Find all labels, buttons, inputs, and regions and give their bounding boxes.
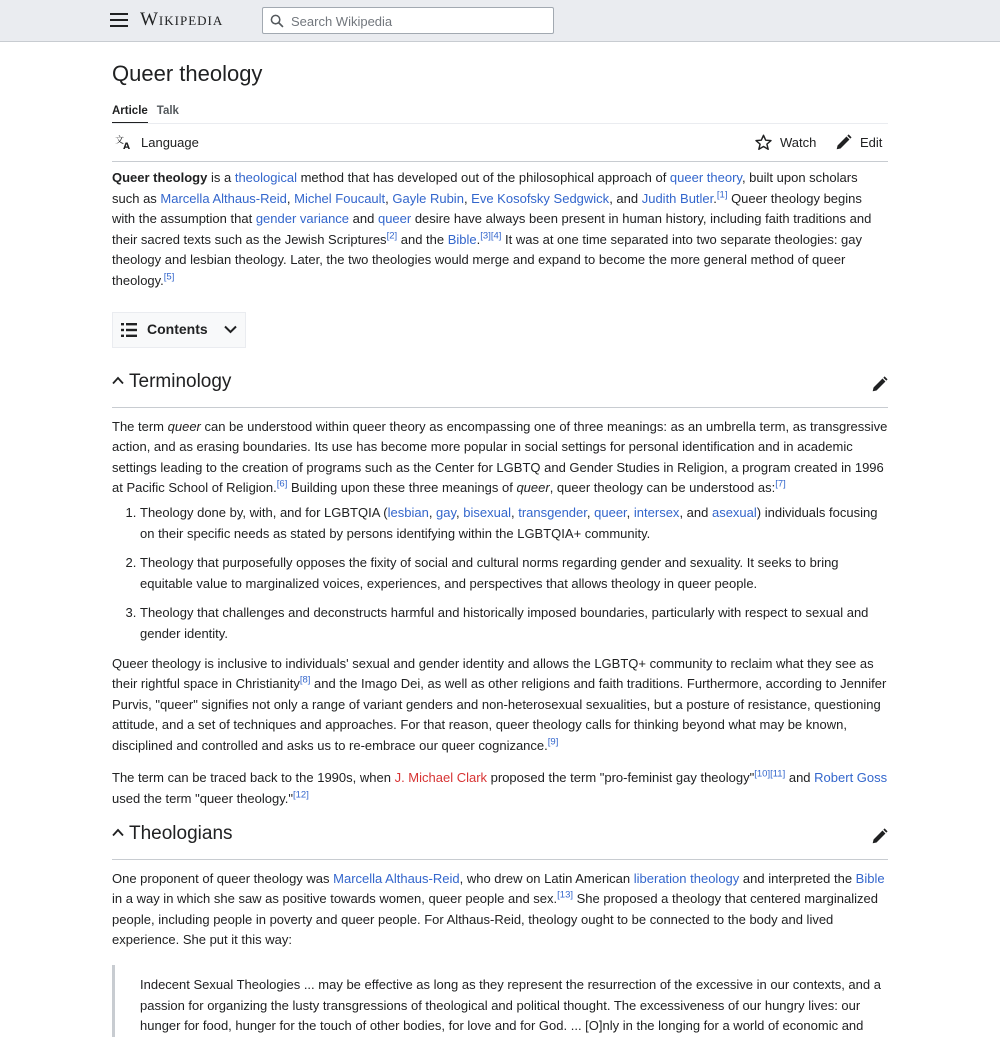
inline-link[interactable]: liberation theology (633, 870, 740, 886)
namespace-tabs (112, 101, 888, 123)
search-icon (270, 14, 284, 28)
inline-link[interactable]: lesbian (387, 504, 429, 520)
text-run: The term can be traced back to the 1990s, when (112, 770, 395, 786)
search-box[interactable] (262, 7, 554, 34)
citation-link[interactable]: [8] (299, 674, 311, 686)
text-run: and (785, 770, 815, 786)
text-run: Queer theology is inclusive to individuals' sexual and gender identity and allows the LGBTQ+ community to reclaim what they see as their rightful space in Christianity (112, 655, 874, 692)
inline-link[interactable]: Michel Foucault (294, 190, 386, 206)
language-label: Language (141, 134, 199, 150)
text-run: in a way in which she saw as positive towards women, queer people and sex. (112, 891, 558, 907)
pencil-icon[interactable] (871, 376, 888, 393)
terminology-paragraph-3 (112, 768, 888, 809)
inline-link[interactable]: Bible (447, 231, 477, 247)
text-run: The term (112, 418, 168, 434)
text-run: , built upon scholars such as (112, 170, 858, 206)
citation-link[interactable]: [1] (716, 189, 728, 201)
inline-link[interactable]: asexual (711, 504, 757, 520)
text-run: , and (609, 190, 642, 206)
citation-link[interactable]: [10] (754, 769, 771, 781)
edit-label: Edit (860, 135, 883, 150)
contents-label: Contents (147, 321, 208, 338)
citation-link[interactable]: [9] (547, 736, 559, 748)
inline-link[interactable]: theological (234, 170, 297, 185)
list-item (140, 603, 888, 644)
inline-link[interactable]: queer (377, 211, 412, 227)
text-run: , (586, 504, 595, 520)
contents-toggle[interactable] (112, 312, 246, 348)
red-link[interactable]: J. Michael Clark (394, 770, 488, 786)
main-content (112, 41, 888, 1037)
citation-link[interactable]: [3] (480, 230, 491, 242)
citation-link[interactable]: [4] (490, 230, 502, 242)
watch-label: Watch (780, 135, 817, 150)
main-menu-icon[interactable] (110, 13, 128, 27)
inline-link[interactable]: gay (436, 504, 457, 520)
bold-text: Queer theology (112, 170, 208, 185)
page-toolbar (112, 123, 888, 162)
search-input[interactable] (289, 8, 553, 35)
inline-link[interactable]: gender variance (255, 211, 350, 227)
intro-paragraph (112, 168, 888, 292)
text-run: One proponent of queer theology was (112, 870, 334, 886)
article-body (112, 168, 888, 1037)
text-run: and (349, 211, 378, 227)
text-run: Building upon these three meanings of (287, 480, 517, 496)
chevron-up-icon[interactable] (112, 828, 124, 837)
text-run: desire have always been present in human history, including faith traditions and their sacred texts such as the Jewish Scriptures (112, 211, 872, 247)
inline-link[interactable]: Marcella Althaus-Reid (333, 870, 460, 886)
section-heading: Terminology (129, 370, 232, 392)
text-run: , (456, 504, 464, 520)
italic-text: queer (167, 418, 201, 434)
star-icon (755, 134, 772, 151)
text-run: , who drew on Latin American (459, 870, 634, 886)
svg-text:文: 文 (115, 135, 124, 146)
quote-block (112, 965, 888, 1037)
text-run: , and (679, 504, 712, 520)
inline-link[interactable]: bisexual (463, 504, 511, 520)
text-run: and the Imago Dei, as well as other religions and faith traditions. Furthermore, according to Jennifer Purvis, "queer" signifies not only a range of variant genders and non-heterosexual sexualities, but a posture of resistance, questioning attitude, and a set of techniques and approaches. For that reason, queer theology calls for thinking beyond what may be known, disciplined and controlled and asks us to re-embrace our queer cognizance. (112, 676, 887, 753)
citation-link[interactable]: [2] (386, 230, 398, 242)
text-run: can be understood within queer theory as encompassing one of three meanings: as an umbrella term, as transgressive action, and as erasing boundaries. Its use has become more popular in social settings for personal identification and in academic settings leading to the creation of programs such as the Center for LGBTQ and Gender Studies in Religion, a program created in 1996 at Pacific School of Religion. (112, 418, 888, 496)
text-run: is a (207, 170, 235, 185)
text-run: , (428, 504, 437, 520)
chevron-up-icon[interactable] (112, 376, 124, 385)
text-run: . (476, 231, 481, 247)
inline-link[interactable]: Eve Kosofsky Sedgwick (471, 190, 610, 206)
inline-link[interactable]: queer theory (669, 170, 742, 185)
language-icon (115, 134, 133, 150)
text-run: , (463, 190, 472, 206)
terminology-paragraph-2 (112, 654, 888, 757)
citation-link[interactable]: [5] (163, 271, 175, 283)
italic-text: queer (516, 480, 550, 496)
inline-link[interactable]: Robert Goss (814, 770, 888, 786)
inline-link[interactable]: transgender (518, 504, 587, 520)
text-run: , (385, 190, 393, 206)
text-run: It was at one time separated into two separate theologies: gay theology and lesbian theology. Later, the two theologies would merge and expand to become the more general method of queer theology. (112, 231, 863, 288)
text-run: and the (397, 231, 448, 247)
text-run: used the term "queer theology." (112, 791, 293, 807)
text-run: She proposed a theology that centered marginalized people, including people in poverty and queer people. For Althaus-Reid, theology ought to be connected to the body and lived experience. She put it this way: (112, 891, 878, 948)
inline-link[interactable]: intersex (633, 504, 680, 520)
text-run: , (286, 190, 295, 206)
top-header (0, 0, 1000, 42)
page-title: Queer theology (112, 61, 263, 86)
svg-text:A: A (123, 142, 130, 150)
section-heading: Theologians (129, 822, 233, 844)
section-header-terminology[interactable] (112, 364, 888, 408)
inline-link[interactable]: Gayle Rubin (392, 190, 464, 206)
quote-text: Indecent Sexual Theologies ... may be effective as long as they represent the resurrection of the excessive in our contexts, and a passion for organizing the lusty transgressions of theological and political thought. The excessiveness of our hungry lives: our hunger for food, hunger for the touch of other bodies, for love and for God. ... [O]nly in the longing for a world of economic and (140, 977, 881, 1034)
tab-article[interactable]: Article (112, 105, 148, 124)
chevron-down-icon (224, 325, 237, 334)
citation-link[interactable]: [7] (775, 479, 786, 491)
list-item (140, 503, 888, 544)
inline-link[interactable]: Bible (855, 870, 885, 886)
text-run: Queer theology begins with the assumption that (112, 190, 862, 227)
wikipedia-logo[interactable]: Wikipedia (140, 9, 224, 30)
inline-link[interactable]: Judith Butler (641, 190, 714, 206)
text-run: and interpreted the (739, 870, 856, 886)
edit-button[interactable] (835, 134, 882, 151)
text-run: , (626, 504, 634, 520)
inline-link[interactable]: Marcella Althaus-Reid (160, 190, 287, 206)
list-item (140, 553, 888, 594)
section-header-theologians[interactable] (112, 816, 888, 860)
language-button[interactable] (115, 134, 199, 150)
theologians-paragraph-1 (112, 869, 888, 951)
terminology-paragraph-1 (112, 417, 888, 499)
text-run: Theology done by, with, and for LGBTQIA ( (140, 504, 388, 520)
text-run: method that has developed out of the philosophical approach of (296, 170, 670, 185)
pencil-icon (835, 134, 852, 151)
text-run: , (510, 504, 519, 520)
meanings-list (112, 503, 888, 645)
list-icon (121, 323, 137, 337)
inline-link[interactable]: queer (594, 504, 627, 520)
text-run: . (713, 190, 717, 206)
tab-talk[interactable]: Talk (156, 105, 179, 117)
citation-link[interactable]: [6] (276, 479, 288, 491)
text-run: ) individuals focusing on their specific needs as stated by persons identifying within the LGBTQIA+ community. (140, 504, 878, 541)
watch-button[interactable] (755, 134, 816, 151)
text-run: proposed the term "pro-feminist gay theology" (487, 770, 755, 786)
citation-link[interactable]: [12] (292, 789, 309, 801)
text-run: Theology that challenges and deconstructs harmful and historically imposed boundaries, particularly with respect to sexual and gender identity. (140, 605, 869, 641)
text-run: , queer theology can be understood as: (549, 480, 776, 496)
citation-link[interactable]: [13] (557, 889, 573, 901)
citation-link[interactable]: [11] (770, 769, 786, 781)
pencil-icon[interactable] (871, 828, 888, 845)
text-run: Theology that purposefully opposes the fixity of social and cultural norms regarding gender and sexuality. It seeks to bring equitable value to marginalized voices, experiences, and perspectives that allows theology in queer people. (140, 555, 839, 591)
